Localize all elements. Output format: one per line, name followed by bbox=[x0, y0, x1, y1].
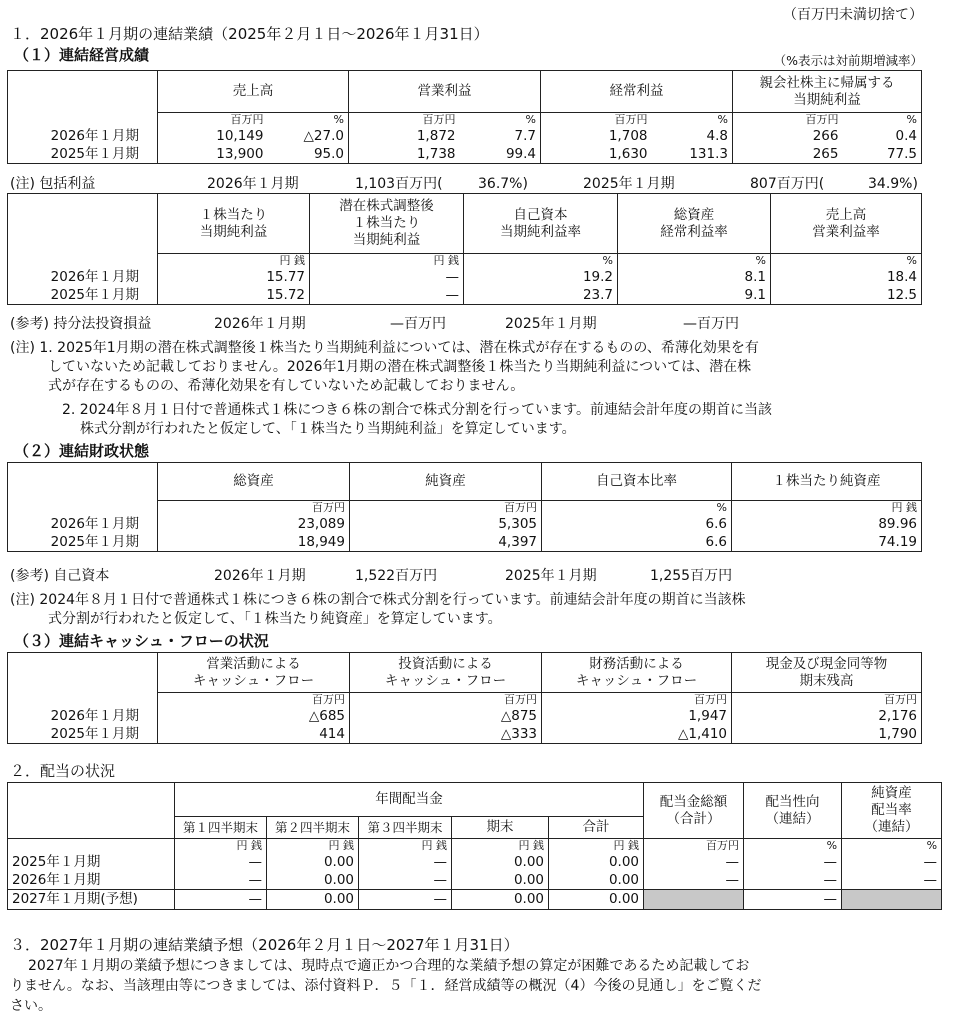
cell: 0.00 bbox=[452, 853, 549, 871]
cell: — bbox=[644, 871, 744, 889]
unit: 百万円 bbox=[541, 113, 652, 128]
unit: 百万円 bbox=[158, 113, 268, 128]
header-equity-ratio: 自己資本比率 bbox=[542, 463, 732, 501]
comprehensive-rate1: 36.7%) bbox=[478, 176, 528, 192]
unit: % bbox=[842, 839, 942, 854]
cell: 0.00 bbox=[267, 871, 359, 889]
header-doe: 純資産 配当率 （連結） bbox=[842, 783, 942, 839]
own-capital-value1: 1,522百万円 bbox=[355, 568, 438, 584]
header-q1: 第１四半期末 bbox=[175, 817, 267, 839]
comprehensive-label: (注) 包括利益 bbox=[10, 176, 96, 192]
comprehensive-value2: 807百万円( bbox=[750, 176, 825, 192]
cell: 4.8 bbox=[652, 127, 733, 145]
table-row bbox=[8, 515, 922, 533]
section2-title: ２．配当の状況 bbox=[10, 762, 116, 780]
row-label: 2025年１月期 bbox=[8, 853, 175, 871]
unit: % bbox=[771, 254, 922, 269]
unit: 円 銭 bbox=[267, 839, 359, 854]
cell: — bbox=[744, 889, 842, 909]
own-capital-period2: 2025年１月期 bbox=[505, 568, 597, 584]
table-row bbox=[8, 889, 942, 909]
header-total: 合計 bbox=[549, 817, 644, 839]
unit: 円 銭 bbox=[175, 839, 267, 854]
cell: △875 bbox=[350, 707, 542, 725]
unit: 百万円 bbox=[350, 693, 542, 708]
cell: 74.19 bbox=[732, 533, 922, 551]
unit: 百万円 bbox=[733, 113, 843, 128]
cell: 18,949 bbox=[158, 533, 350, 551]
header-sales: 売上高 bbox=[158, 71, 349, 113]
cell-shaded bbox=[644, 889, 744, 909]
header-net-income: 親会社株主に帰属する 当期純利益 bbox=[733, 71, 922, 113]
unit: 円 銭 bbox=[310, 254, 464, 269]
cell: 0.00 bbox=[452, 889, 549, 909]
equity-method-value2: —百万円 bbox=[683, 316, 739, 332]
note-line: していないため記載しておりません。2026年1月期の潜在株式調整後１株当たり当期純利益については、潜在株 bbox=[48, 359, 752, 375]
cell: — bbox=[175, 853, 267, 871]
cell: 6.6 bbox=[542, 515, 732, 533]
cell: 77.5 bbox=[843, 145, 922, 163]
header-cash-balance: 現金及び現金同等物 期末残高 bbox=[732, 653, 922, 693]
table-row bbox=[8, 853, 942, 871]
cell: — bbox=[175, 871, 267, 889]
comprehensive-period1: 2026年１月期 bbox=[207, 176, 299, 192]
unit: 百万円 bbox=[644, 839, 744, 854]
unit: 円 銭 bbox=[452, 839, 549, 854]
header-eps: １株当たり 当期純利益 bbox=[158, 194, 310, 254]
own-capital-value2: 1,255百万円 bbox=[650, 568, 733, 584]
unit: % bbox=[618, 254, 771, 269]
cell: 0.00 bbox=[549, 889, 644, 909]
header-year-end: 期末 bbox=[452, 817, 549, 839]
cell: 18.4 bbox=[771, 268, 922, 286]
cell: 10,149 bbox=[158, 127, 268, 145]
header-bps: １株当たり純資産 bbox=[732, 463, 922, 501]
dividends-table bbox=[7, 782, 942, 910]
cell: 0.00 bbox=[267, 853, 359, 871]
header-operating-income: 営業利益 bbox=[349, 71, 541, 113]
cell: — bbox=[842, 853, 942, 871]
unit: 百万円 bbox=[542, 693, 732, 708]
row-label: 2026年１月期 bbox=[8, 127, 158, 145]
note-line: 式が存在するものの、希薄化効果を有していないため記載しておりません。 bbox=[48, 378, 525, 394]
row-label: 2025年１月期 bbox=[8, 725, 158, 743]
header-operating-margin: 売上高 営業利益率 bbox=[771, 194, 922, 254]
equity-method-period2: 2025年１月期 bbox=[505, 316, 597, 332]
header-annual-dividends: 年間配当金 bbox=[175, 783, 644, 817]
unit: % bbox=[652, 113, 733, 128]
table-row bbox=[8, 707, 922, 725]
cell: 23,089 bbox=[158, 515, 350, 533]
cash-flow-table bbox=[7, 652, 922, 744]
cell: △333 bbox=[350, 725, 542, 743]
unit: % bbox=[268, 113, 349, 128]
row-label: 2025年１月期 bbox=[8, 533, 158, 551]
row-label: 2026年１月期 bbox=[8, 871, 175, 889]
cell: 266 bbox=[733, 127, 843, 145]
row-label: 2025年１月期 bbox=[8, 286, 158, 304]
row-label: 2026年１月期 bbox=[8, 515, 158, 533]
cell: 1,630 bbox=[541, 145, 652, 163]
cell: 5,305 bbox=[350, 515, 542, 533]
cell: 414 bbox=[158, 725, 350, 743]
header-operating-cf: 営業活動による キャッシュ・フロー bbox=[158, 653, 350, 693]
header-investing-cf: 投資活動による キャッシュ・フロー bbox=[350, 653, 542, 693]
cell: 13,900 bbox=[158, 145, 268, 163]
header-diluted-eps: 潜在株式調整後 １株当たり 当期純利益 bbox=[310, 194, 464, 254]
cell: 2,176 bbox=[732, 707, 922, 725]
cell: 0.00 bbox=[549, 853, 644, 871]
header-total-assets: 総資産 bbox=[158, 463, 350, 501]
sub1-title: （１）連結経営成績 bbox=[14, 46, 150, 64]
cell: 1,790 bbox=[732, 725, 922, 743]
cell: — bbox=[359, 853, 452, 871]
cell: 6.6 bbox=[542, 533, 732, 551]
cell: 0.00 bbox=[267, 889, 359, 909]
cell: 1,738 bbox=[349, 145, 460, 163]
cell: 12.5 bbox=[771, 286, 922, 304]
cell: 0.00 bbox=[452, 871, 549, 889]
unit-note: （百万円未満切捨て） bbox=[783, 7, 923, 23]
cell: — bbox=[175, 889, 267, 909]
cell: 89.96 bbox=[732, 515, 922, 533]
unit: % bbox=[542, 501, 732, 516]
table-row bbox=[8, 145, 922, 163]
section1-title: １．2026年１月期の連結業績（2025年２月１日～2026年１月31日） bbox=[10, 25, 489, 43]
unit: 百万円 bbox=[350, 501, 542, 516]
unit: 円 銭 bbox=[732, 501, 922, 516]
row-label: 2027年１月期(予想) bbox=[8, 889, 175, 909]
table-row bbox=[8, 871, 942, 889]
header-q3: 第３四半期末 bbox=[359, 817, 452, 839]
table-row bbox=[8, 533, 922, 551]
cell: 15.72 bbox=[158, 286, 310, 304]
blank-header bbox=[8, 71, 158, 113]
note-line: 2. 2024年８月１日付で普通株式１株につき６株の割合で株式分割を行っています。前連結会計年度の期首に当該 bbox=[62, 402, 773, 418]
cell: — bbox=[359, 889, 452, 909]
header-total-dividends: 配当金総額 （合計） bbox=[644, 783, 744, 839]
pct-note: （%表示は対前期増減率） bbox=[773, 53, 923, 68]
own-capital-period1: 2026年１月期 bbox=[214, 568, 306, 584]
comprehensive-rate2: 34.9%) bbox=[868, 176, 918, 192]
cell: — bbox=[310, 286, 464, 304]
cell: 4,397 bbox=[350, 533, 542, 551]
equity-method-period1: 2026年１月期 bbox=[214, 316, 306, 332]
cell: 7.7 bbox=[460, 127, 541, 145]
table-row bbox=[8, 725, 922, 743]
row-label: 2025年１月期 bbox=[8, 145, 158, 163]
unit: 円 銭 bbox=[549, 839, 644, 854]
cell: 23.7 bbox=[464, 286, 618, 304]
unit: % bbox=[744, 839, 842, 854]
cell: 1,947 bbox=[542, 707, 732, 725]
unit: % bbox=[464, 254, 618, 269]
cell: 265 bbox=[733, 145, 843, 163]
header-q2: 第２四半期末 bbox=[267, 817, 359, 839]
header-roa: 総資産 経常利益率 bbox=[618, 194, 771, 254]
cell: 131.3 bbox=[652, 145, 733, 163]
note-line: (注) 2024年８月１日付で普通株式１株につき６株の割合で株式分割を行っています。前連結会計年度の期首に当該株 bbox=[10, 592, 746, 608]
unit: 百万円 bbox=[158, 501, 350, 516]
unit: 百万円 bbox=[158, 693, 350, 708]
table-row bbox=[8, 286, 922, 304]
cell: 95.0 bbox=[268, 145, 349, 163]
table-row bbox=[8, 127, 922, 145]
equity-method-label: (参考) 持分法投資損益 bbox=[10, 316, 152, 332]
cell: △685 bbox=[158, 707, 350, 725]
forecast-line: さい。 bbox=[10, 998, 52, 1014]
unit: % bbox=[843, 113, 922, 128]
cell: — bbox=[744, 853, 842, 871]
unit: 円 銭 bbox=[359, 839, 452, 854]
note-line: (注) 1. 2025年1月期の潜在株式調整後１株当たり当期純利益については、潜在株式が存在するものの、希薄化効果を有 bbox=[10, 340, 759, 356]
section3-title: ３．2027年１月期の連結業績予想（2026年２月１日～2027年１月31日） bbox=[10, 936, 519, 954]
comprehensive-period2: 2025年１月期 bbox=[583, 176, 675, 192]
cell: 1,708 bbox=[541, 127, 652, 145]
per-share-table bbox=[7, 193, 922, 305]
financial-position-table bbox=[7, 462, 922, 552]
operating-results-table bbox=[7, 70, 922, 164]
forecast-line: 2027年１月期の業績予想につきましては、現時点で適正かつ合理的な業績予想の算定が困難であるため記載してお bbox=[28, 958, 750, 974]
sub3-title: （３）連結キャッシュ・フローの状況 bbox=[14, 632, 269, 650]
cell: 1,872 bbox=[349, 127, 460, 145]
sub2-title: （２）連結財政状態 bbox=[14, 442, 150, 460]
cell: 15.77 bbox=[158, 268, 310, 286]
cell: — bbox=[744, 871, 842, 889]
unit: 百万円 bbox=[349, 113, 460, 128]
unit: 円 銭 bbox=[158, 254, 310, 269]
unit: 百万円 bbox=[732, 693, 922, 708]
cell: — bbox=[842, 871, 942, 889]
cell: 99.4 bbox=[460, 145, 541, 163]
cell: 8.1 bbox=[618, 268, 771, 286]
note-line: 式分割が行われたと仮定して、「１株当たり純資産」を算定しています。 bbox=[48, 611, 502, 627]
header-net-assets: 純資産 bbox=[350, 463, 542, 501]
row-label: 2026年１月期 bbox=[8, 707, 158, 725]
header-payout-ratio: 配当性向 （連結） bbox=[744, 783, 842, 839]
cell: 9.1 bbox=[618, 286, 771, 304]
equity-method-value1: —百万円 bbox=[390, 316, 446, 332]
cell: — bbox=[644, 853, 744, 871]
comprehensive-value1: 1,103百万円( bbox=[355, 176, 443, 192]
row-label: 2026年１月期 bbox=[8, 268, 158, 286]
cell: — bbox=[359, 871, 452, 889]
cell: — bbox=[310, 268, 464, 286]
table-row bbox=[8, 268, 922, 286]
header-ordinary-income: 経常利益 bbox=[541, 71, 733, 113]
cell: 0.4 bbox=[843, 127, 922, 145]
header-financing-cf: 財務活動による キャッシュ・フロー bbox=[542, 653, 732, 693]
header-roe: 自己資本 当期純利益率 bbox=[464, 194, 618, 254]
own-capital-label: (参考) 自己資本 bbox=[10, 568, 110, 584]
cell: 0.00 bbox=[549, 871, 644, 889]
cell-shaded bbox=[842, 889, 942, 909]
forecast-line: りません。なお、当該理由等につきましては、添付資料Ｐ．５「１．経営成績等の概況（4）今後の見通し」をご覧くだ bbox=[10, 978, 762, 994]
cell: 19.2 bbox=[464, 268, 618, 286]
unit: % bbox=[460, 113, 541, 128]
cell: △27.0 bbox=[268, 127, 349, 145]
note-line: 株式分割が行われたと仮定して、「１株当たり当期純利益」を算定しています。 bbox=[80, 421, 576, 437]
cell: △1,410 bbox=[542, 725, 732, 743]
